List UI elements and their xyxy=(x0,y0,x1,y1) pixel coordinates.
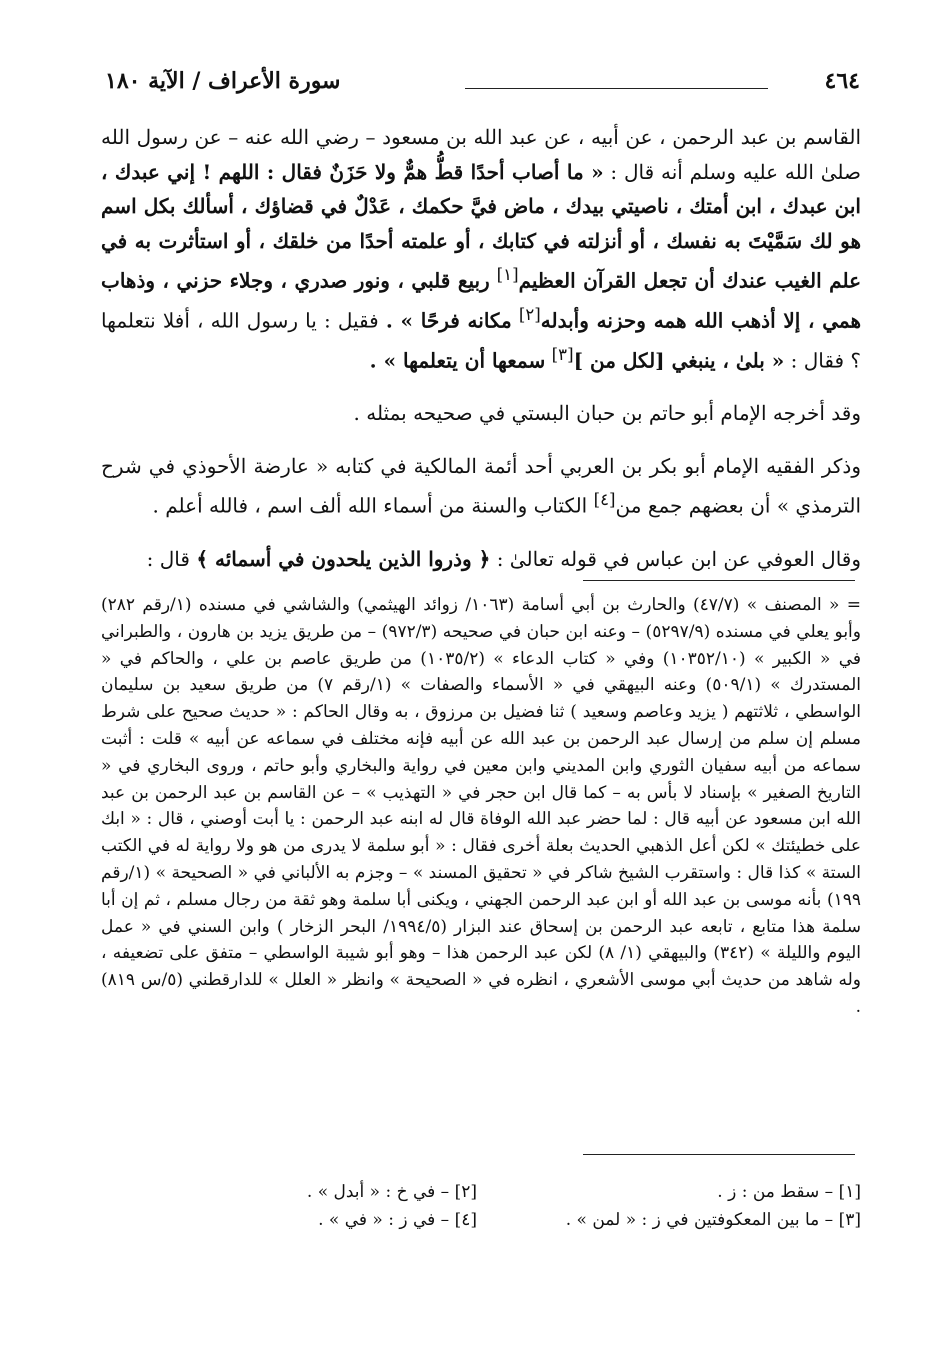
footnote-ref-1: [١] xyxy=(496,265,519,284)
hadith-notes: = « المصنف » (٤٧/٧) والحارث بن أبي أسامة (١٠٦٣/ زوائد الهيثمي) والشاشي في مسنده (١/رقم ٢٨٢) وأبو يعلي في مسنده (٥٢٩٧/٩) – وعنه ابن حبان في صحيحه (٩٧٢/٣) – من طريق يزيد بن هارون ، والطبراني في « الكبير » (١٠٣٥٢/١٠) وفي « كتاب الدعاء » (١٠٣٥/٢) من طريق عاصم بن علي ، والحاكم في « المستدرك » (٥٠٩/١) وعنه البيهقي في « الأسماء والصفات » (١/رقم ٧) من طريق سعيد بن سليمان الواسطي ، ثلاثتهم ( يزيد وعاصم وسعيد ) ثنا فضيل بن مرزوق ، به وقال الحاكم : « حديث صحيح على شرط مسلم إن سلم من إرسال عبد الرحمن بن عبد الله عن أبيه فإنه مختلف في سماعه عن أبيه » قلت : أثبت سماعه من أبيه سفيان الثوري وابن المديني وابن معين في رواية والبخاري وأبو حاتم ، وروى البخاري في « التاريخ الصغير » بإسناد لا بأس به – كما قال ابن حجر في « التهذيب » – عن القاسم بن عبد الرحمن بن عبد الله ابن مسعود عن أبيه قال : لما حضر عبد الله الوفاة قال له ابنه عبد الرحمن : يا أبت أوصني ، قال : « ابك على خطيئتك » لكن أعل الذهبي الحديث بعلة أخرى فقال : « أبو سلمة لا يدرى من هو ولا رواية له في الكتب الستة » كذا قال : واستقرب الشيخ شاكر في « تحقيق المسند » – وجزم به الألباني في « الصحيحة » (١/رقم ١٩٩) بأنه موسى بن عبد الله أو ابن عبد الرحمن الجهني ، ويكنى أبا سلمة وهو ثقة من رجال مسلم ، ثم إن أبا سلمة هذا متابع ، تابعه عبد الرحمن بن إسحاق عند البزار (١٩٩٤/٥/ البحر الزخار ) وابن السني في « عمل اليوم والليلة » (٣٤٢) والبيهقي (١/ ٨) لكن عبد الرحمن هذا – وهو أبو شيبة الواسطي – متفق على تضعيفه ، وله شاهد من حديث أبي موسى الأشعري ، انظره في « الصحيحة » وانظر « العلل » للدارقطني (٥/س ٨١٩) . xyxy=(101,595,862,1017)
hadith-text: مكانه فرحًا » . xyxy=(385,308,512,333)
main-text xyxy=(101,120,861,594)
footnote-4: [٤] – في ز : « في » . xyxy=(318,1210,477,1230)
footnote-ref-2: [٢] xyxy=(518,305,541,325)
footnote-ref-4: [٤] xyxy=(593,490,616,510)
footnote-3: [٣] – ما بين المعكوفتين في ز : « لمن » . xyxy=(565,1210,861,1230)
paragraph-ibn-hibban: وقد أخرجه الإمام أبو حاتم بن حبان البستي في صحيحه بمثله . xyxy=(353,401,861,426)
surah-heading: سورة الأعراف / الآية ١٨٠ xyxy=(105,68,341,94)
footnote-1: [١] – سقط من : ز . xyxy=(717,1182,861,1202)
page-header xyxy=(105,68,860,104)
hadith-intro: القاسم بن عبد الرحمن ، عن أبيه ، عن عبد الله بن مسعود – رضي الله عنه – عن رسول الله صلىٰ الله عليه وسلم أنه قال : xyxy=(101,125,861,184)
paragraph-hadith xyxy=(101,120,861,378)
hadith-text: « ما أصاب أحدًا قطُّ همٌّ ولا حَزَنٌ فقال : اللهم ! إني عبدك ، ابن عبدك ، ابن أمتك ، ناصيتي بيدك ، ماض فيَّ حكمك ، عَدْلٌ في قضاؤك ، أسألك بكل اسم هو لك سَمَّيْتَ به نفسك ، أو أنزلته في كتابك ، أو علمته أحدًا من خلقك ، أو استأثرت به في علم الغيب عندك أن تجعل القرآن العظيم xyxy=(101,159,861,293)
header-rule xyxy=(465,88,768,89)
paragraph-text: الكتاب والسنة من أسماء الله ألف اسم ، فالله أعلم . xyxy=(152,494,588,519)
paragraph-ibn-arabi xyxy=(101,449,861,524)
footnotes-divider xyxy=(583,1154,855,1155)
footnote-ref-3: [٣] xyxy=(551,345,574,365)
footnote-2: [٢] – في خ : « أبدل » . xyxy=(306,1182,477,1202)
paragraph-text: وقال العوفي عن ابن عباس في قوله تعالىٰ : xyxy=(496,546,861,571)
paragraph-text: وذكر الفقيه الإمام أبو بكر بن العربي أحد أئمة المالكية في كتابه « عارضة الأحوذي في شرح الترمذي » أن بعضهم جمع من xyxy=(101,453,861,519)
hadith-answer: « بلىٰ ، ينبغي [لكل من ] xyxy=(573,348,785,373)
quran-verse: ﴿ وذروا الذين يلحدون في أسمائه ﴾ xyxy=(196,546,491,571)
paragraph-awfi xyxy=(101,542,861,577)
paragraph-text: قال : xyxy=(146,546,190,571)
page-number: ٤٦٤ xyxy=(824,68,860,94)
hadith-text: ربيع قلبي ، ونور صدري ، وجلاء حزني ، وذهاب همي ، إلا أذهب الله همه وحزنه وأبدله xyxy=(101,268,862,333)
notes-divider xyxy=(583,580,855,581)
hadith-answer: سمعها أن يتعلمها » . xyxy=(369,348,546,373)
hadith-question: فقيل : يا رسول الله ، أفلا نتعلمها ؟ فقال : xyxy=(101,308,861,373)
